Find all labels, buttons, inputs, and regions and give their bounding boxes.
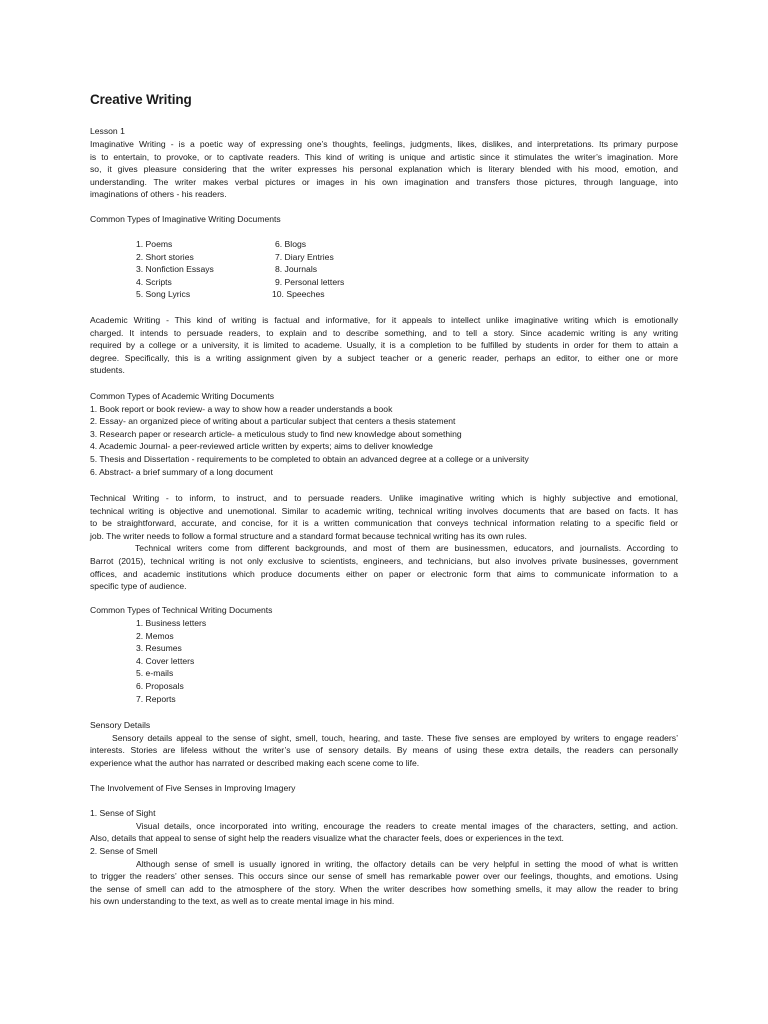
list-item: 9. Personal letters [275,276,345,287]
list-item: 4. Scripts [136,276,172,287]
paragraph-line: specific type of audience. [90,581,187,592]
imaginative-paragraph [90,138,678,201]
imaginative-types-heading [90,213,678,226]
list-item: 1. Book report or book review- a way to show how a reader understands a book [90,403,393,414]
list-column-1 [136,238,214,301]
paragraph-line: Technical writers come from different backgrounds, and most of them are businessmen, educators, and journalists. According to [135,543,678,554]
list-item: 6. Blogs [275,239,307,249]
paragraph-line: interests. Stories are lifeless without the writer’s use of sensory details. By means of using these extra details, the readers can personally [90,745,678,756]
list-item: 4. Academic Journal- a peer-reviewed article written by experts; aims to deliver knowledge [90,441,433,452]
paragraph-line: Barrot (2015), technical writing is not only exclusive to scientists, engineers, and technicians, but also involves private businesses, government [90,555,678,566]
section-heading: Common Types of Technical Writing Documents [90,605,273,615]
sight-section [90,807,678,845]
paragraph-line: experience what the author has narrated or described making each scene come to life. [90,757,420,768]
paragraph-line: job. The writer needs to follow a formal structure and a standard format because technical writing has its own rules. [90,530,527,541]
list-item: 5. Song Lyrics [136,289,191,300]
paragraph-line: understanding. The writer makes verbal pictures or images in his own imagination and transfers those pictures, through language, into [90,176,678,187]
lesson-text: Lesson 1 [90,126,125,136]
paragraph-line: is to entertain, to provoke, or to captivate readers. This kind of writing is unique and artistic since it stimulates the writer’s imagination. More [90,151,678,162]
section-heading: Common Types of Academic Writing Documents [90,391,275,401]
paragraph-line: charged. It intends to persuade readers, to explain and to describe something, and to tell a story. Since academic writing is any writing [90,327,678,338]
paragraph-line: offices, and academic institutions which produce documents either on paper or electronic form that aims to communicate information to a [90,568,678,579]
paragraph-line: Also, details that appeal to sense of sight help the readers visualize what the character feels, does or experiences in the text. [90,833,564,844]
list-item: 2. Short stories [136,251,194,262]
list-item: 7. Diary Entries [275,251,334,262]
technical-types-heading [90,604,678,617]
academic-types-section [90,390,529,478]
paragraph-line: to trigger the readers’ other senses. This occurs since our sense of smell has remarkable power over our feelings, thoughts, and emotions. Using [90,871,678,882]
paragraph-line: his own understanding to the text, as well as to create mental image in his mind. [90,896,395,907]
section-heading: Common Types of Imaginative Writing Documents [90,214,281,224]
paragraph-line: students. [90,365,125,376]
paragraph-line: so, it gives pleasure considering that the writer expresses his personal explanation which is literary blended with his mood, emotion, and [90,164,678,175]
paragraph-line: Visual details, once incorporated into writing, encourage the readers to create mental images of the characters, setting, and action. [136,820,678,831]
paragraph-line: to be straightforward, accurate, and concise, for it is a written communication that conveys technical information relating to a specific field or [90,518,678,529]
technical-paragraph [90,492,678,593]
list-item: 2. Memos [136,630,174,641]
paragraph-line: Sensory details appeal to the sense of sight, smell, touch, hearing, and taste. These five senses are employed by writers to engage readers’ [112,732,678,743]
technical-types-list [136,617,206,705]
list-item: 7. Reports [136,693,176,704]
academic-paragraph [90,314,678,377]
list-item: 6. Proposals [136,680,184,691]
list-item: 3. Resumes [136,643,182,654]
section-heading: 1. Sense of Sight [90,808,156,818]
section-heading: Sensory Details [90,720,151,730]
paragraph-line: required by a college or a university, it is limited to academe. Usually, it is a completion to be fulfilled by students in order for them to attain a [90,340,678,351]
list-item: 1. Poems [136,239,173,249]
list-item: 6. Abstract- a brief summary of a long document [90,466,273,477]
paragraph-line: Imaginative Writing - is a poetic way of expressing one’s thoughts, feelings, judgments, likes, dislikes, and interpretations. Its primary purpose [90,139,678,149]
section-heading: The Involvement of Five Senses in Improving Imagery [90,783,296,793]
list-item: 8. Journals [275,264,318,275]
list-item: 3. Research paper or research article- a meticulous study to find new knowledge about something [90,428,462,439]
list-item: 4. Cover letters [136,655,195,666]
section-heading: 2. Sense of Smell [90,846,158,856]
paragraph-line: Although sense of smell is usually ignored in writing, the olfactory details can be very helpful in setting the mood of what is written [136,858,678,869]
paragraph-line: imaginations of others - his readers. [90,189,227,200]
list-item: 5. e-mails [136,668,174,679]
list-item: 1. Business letters [136,618,207,628]
list-item: 3. Nonfiction Essays [136,264,214,275]
paragraph-line: the sense of smell can add to the atmosphere of the story. When the writer describes how something smells, it may allow the reader to bring [90,883,678,894]
paragraph-line: technical writing is objective and unemotional. Similar to academic writing, technical writing involves documents that are based on facts. It has [90,505,678,516]
paragraph-line: Technical Writing - to inform, to instruct, and to persuade readers. Unlike imaginative writing which is highly subjective and emotional, [90,493,678,503]
lesson-label [90,125,678,138]
involvement-heading [90,782,678,795]
smell-section [90,845,678,908]
list-column-2 [272,238,344,301]
list-item: 10. Speeches [272,289,325,300]
list-item: 2. Essay- an organized piece of writing about a particular subject that centers a thesis statement [90,416,456,427]
paragraph-line: degree. Specifically, this is a writing assignment given by a subject teacher or a generic reader, perhaps an editor, to either one or more [90,352,678,363]
document-title: Creative Writing [90,92,192,107]
sensory-section [90,719,678,769]
list-item: 5. Thesis and Dissertation - requirements to be completed to obtain an advanced degree at a college or a university [90,453,529,464]
paragraph-line: Academic Writing - This kind of writing is factual and informative, for it appeals to intellect unlike imaginative writing which is emotionally [90,315,678,325]
